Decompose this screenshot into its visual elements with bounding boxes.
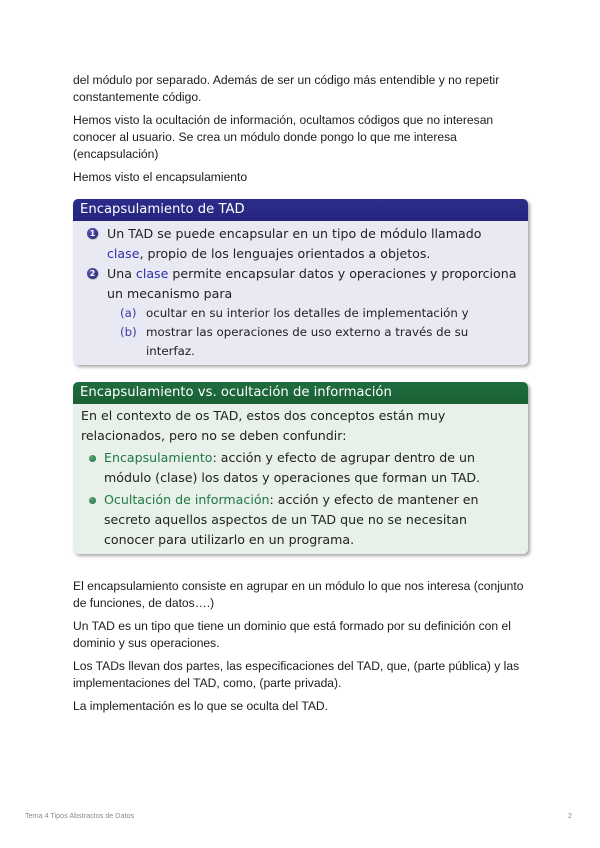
paragraph: Los TADs llevan dos partes, las especificaciones del TAD, que, (parte pública) y las implementaciones del TAD, como, (parte privada).	[73, 659, 520, 690]
paragraph: del módulo por separado. Además de ser un código más entendible y no repetir constantemente código.	[73, 73, 500, 104]
sub-item-label: (a)	[120, 306, 137, 320]
paragraph: El encapsulamiento consiste en agrupar en un módulo lo que nos interesa (conjunto de funciones, de datos….)	[73, 579, 524, 610]
sub-item	[120, 304, 520, 323]
highlight-term: clase	[135, 266, 169, 281]
footer-title: Tema 4 Tipos Abstractos de Datos	[25, 811, 135, 820]
item-text: Una clase permite encapsular datos y operaciones y proporciona un mecanismo para	[107, 266, 517, 301]
encapsulation-vs-hiding-box	[73, 382, 528, 554]
box-body	[73, 221, 528, 365]
bullet-icon	[89, 455, 96, 462]
box-body	[73, 404, 528, 554]
paragraph: Un TAD es un tipo que tiene un dominio que está formado por su definición con el dominio y sus operaciones.	[73, 619, 511, 650]
paragraphs-after	[73, 578, 528, 715]
sub-item-label: (b)	[120, 325, 137, 339]
box-intro: En el contexto de os TAD, estos dos conceptos están muy relacionados, pero no se deben confundir:	[81, 408, 446, 443]
box-title: Encapsulamiento de TAD	[73, 199, 528, 221]
paragraph: La implementación es lo que se oculta del TAD.	[73, 699, 329, 713]
box-title: Encapsulamiento vs. ocultación de información	[73, 382, 528, 404]
bullet-icon	[89, 497, 96, 504]
bullet-item	[89, 448, 520, 488]
number-badge: 2	[87, 268, 98, 279]
paragraph: Hemos visto el encapsulamiento	[73, 170, 248, 184]
highlight-term: clase	[107, 246, 140, 261]
highlight-term: Encapsulamiento	[104, 450, 213, 465]
paragraph: Hemos visto la ocultación de información, ocultamos códigos que no interesan conocer al usuario. Se crea un módulo donde pongo lo que me interesa (encapsulación)	[73, 113, 494, 161]
sub-item-text: ocultar en su interior los detalles de implementación y	[146, 306, 469, 320]
page-number: 2	[568, 811, 572, 820]
sub-item-text: mostrar las operaciones de uso externo a través de su interfaz.	[146, 325, 469, 358]
encapsulation-box	[73, 199, 528, 365]
number-badge: 1	[87, 228, 98, 239]
item-text: Ocultación de información: acción y efecto de mantener en secreto aquellos aspectos de un TAD que no se necesitan conocer para utilizarlo en un programa.	[104, 492, 479, 547]
highlight-term: Ocultación de información	[104, 492, 270, 507]
numbered-item	[87, 264, 520, 304]
item-text: Encapsulamiento: acción y efecto de agrupar dentro de un módulo (clase) los datos y operaciones que forman un TAD.	[104, 450, 481, 485]
item-text: Un TAD se puede encapsular en un tipo de módulo llamado clase, propio de los lenguajes orientados a objetos.	[107, 226, 482, 261]
bullet-item	[89, 490, 520, 550]
sub-item	[120, 323, 520, 361]
numbered-item	[87, 224, 520, 264]
page-content	[73, 72, 528, 721]
